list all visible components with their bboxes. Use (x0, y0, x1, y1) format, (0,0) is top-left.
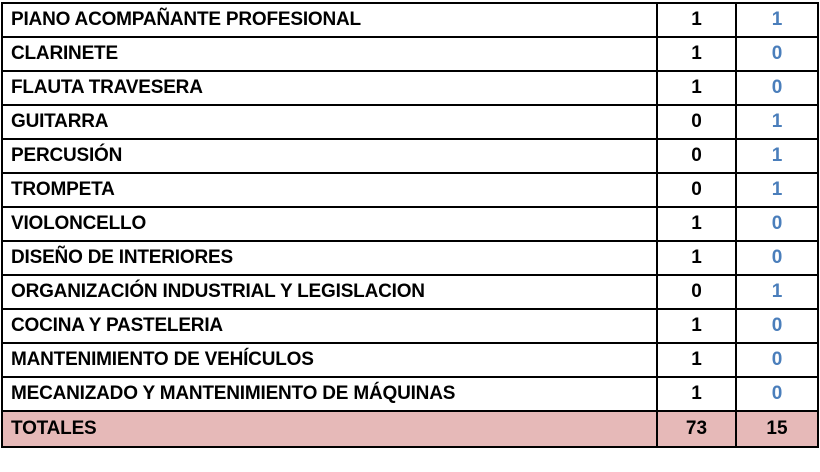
row-value-a: 1 (657, 37, 736, 71)
row-value-a: 0 (657, 105, 736, 139)
row-label: CLARINETE (2, 37, 657, 71)
row-label: PIANO ACOMPAÑANTE PROFESIONAL (2, 3, 657, 37)
table-row (2, 309, 818, 343)
row-value-b: 0 (736, 71, 818, 105)
table-body (2, 3, 818, 447)
table-row (2, 71, 818, 105)
row-value-b: 1 (736, 105, 818, 139)
summary-table (1, 2, 819, 448)
row-value-b: 0 (736, 241, 818, 275)
row-value-a: 0 (657, 139, 736, 173)
table-row (2, 207, 818, 241)
table-row (2, 37, 818, 71)
table-row (2, 173, 818, 207)
row-label: DISEÑO DE INTERIORES (2, 241, 657, 275)
table-row (2, 105, 818, 139)
row-value-b: 1 (736, 3, 818, 37)
table-row (2, 343, 818, 377)
row-label: PERCUSIÓN (2, 139, 657, 173)
row-value-a: 1 (657, 207, 736, 241)
row-value-b: 0 (736, 207, 818, 241)
row-value-a: 1 (657, 343, 736, 377)
row-label: MANTENIMIENTO DE VEHÍCULOS (2, 343, 657, 377)
row-value-b: 0 (736, 377, 818, 411)
table-row (2, 275, 818, 309)
row-value-a: 0 (657, 275, 736, 309)
row-label: GUITARRA (2, 105, 657, 139)
row-label: ORGANIZACIÓN INDUSTRIAL Y LEGISLACION (2, 275, 657, 309)
row-label: VIOLONCELLO (2, 207, 657, 241)
table-row (2, 377, 818, 411)
row-label: TROMPETA (2, 173, 657, 207)
row-label: COCINA Y PASTELERIA (2, 309, 657, 343)
row-label: FLAUTA TRAVESERA (2, 71, 657, 105)
row-value-a: 1 (657, 71, 736, 105)
total-value-b: 15 (736, 411, 818, 447)
row-value-b: 0 (736, 37, 818, 71)
total-value-a: 73 (657, 411, 736, 447)
row-value-a: 1 (657, 377, 736, 411)
row-value-b: 1 (736, 275, 818, 309)
row-value-a: 1 (657, 241, 736, 275)
total-row (2, 411, 818, 447)
row-value-a: 1 (657, 309, 736, 343)
row-value-b: 1 (736, 173, 818, 207)
row-value-b: 0 (736, 309, 818, 343)
table-row (2, 241, 818, 275)
row-value-b: 0 (736, 343, 818, 377)
total-label: TOTALES (2, 411, 657, 447)
row-value-b: 1 (736, 139, 818, 173)
row-label: MECANIZADO Y MANTENIMIENTO DE MÁQUINAS (2, 377, 657, 411)
row-value-a: 0 (657, 173, 736, 207)
row-value-a: 1 (657, 3, 736, 37)
table-row (2, 3, 818, 37)
table-row (2, 139, 818, 173)
